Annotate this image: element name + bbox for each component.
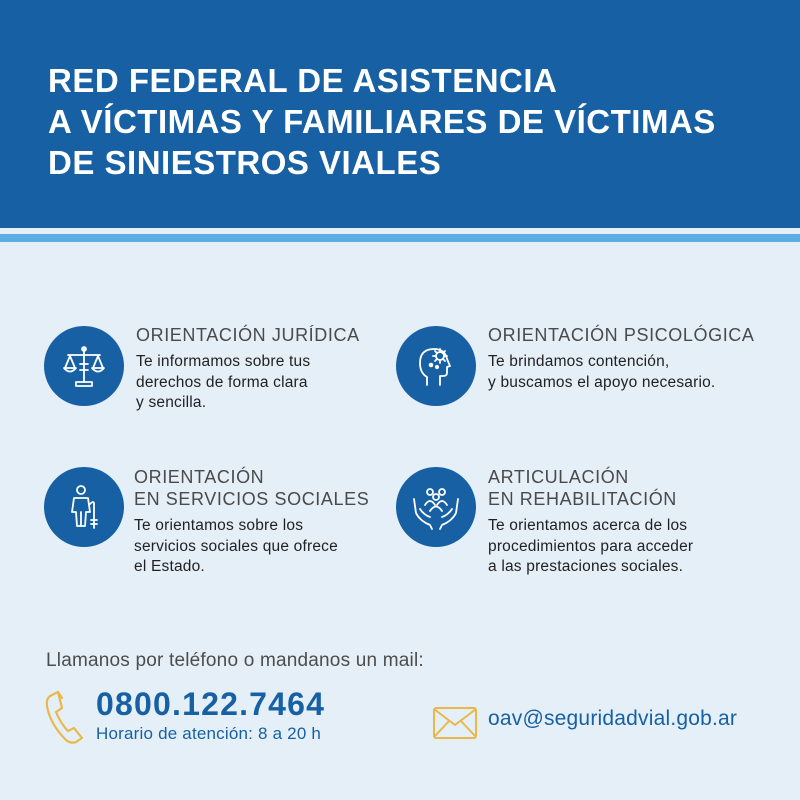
head-with-gear-icon <box>396 326 476 406</box>
email-link[interactable]: oav@seguridadvial.gob.ar <box>488 707 738 730</box>
scales-of-justice-icon <box>44 326 124 406</box>
service-title: ORIENTACIÓN EN SERVICIOS SOCIALES <box>134 467 370 509</box>
phone-hours: Horario de atención: 8 a 20 h <box>96 724 322 743</box>
title-line: RED FEDERAL DE ASISTENCIA <box>48 62 558 99</box>
person-with-cane-icon <box>44 467 124 547</box>
service-description: Te orientamos sobre los servicios sociales que ofrece el Estado. <box>134 517 338 575</box>
hands-holding-people-icon <box>396 467 476 547</box>
service-title: ORIENTACIÓN PSICOLÓGICA <box>488 325 755 345</box>
phone-icon <box>44 688 86 751</box>
service-description: Te orientamos acerca de los procedimientos para acceder a las prestaciones sociales. <box>488 517 694 575</box>
service-title: ORIENTACIÓN JURÍDICA <box>136 325 360 345</box>
envelope-icon <box>432 706 478 745</box>
contact-label: Llamanos por teléfono o mandanos un mail: <box>46 650 424 671</box>
phone-number[interactable]: 0800.122.7464 <box>96 686 326 722</box>
title-line: DE SINIESTROS VIALES <box>48 144 442 181</box>
service-description: Te informamos sobre tus derechos de forma clara y sencilla. <box>136 353 311 411</box>
service-title: ARTICULACIÓN EN REHABILITACIÓN <box>488 467 677 509</box>
header-accent-stripe <box>0 234 800 242</box>
page-title <box>48 60 716 183</box>
service-description: Te brindamos contención, y buscamos el apoyo necesario. <box>488 353 716 391</box>
title-line: A VÍCTIMAS Y FAMILIARES DE VÍCTIMAS <box>48 103 716 140</box>
